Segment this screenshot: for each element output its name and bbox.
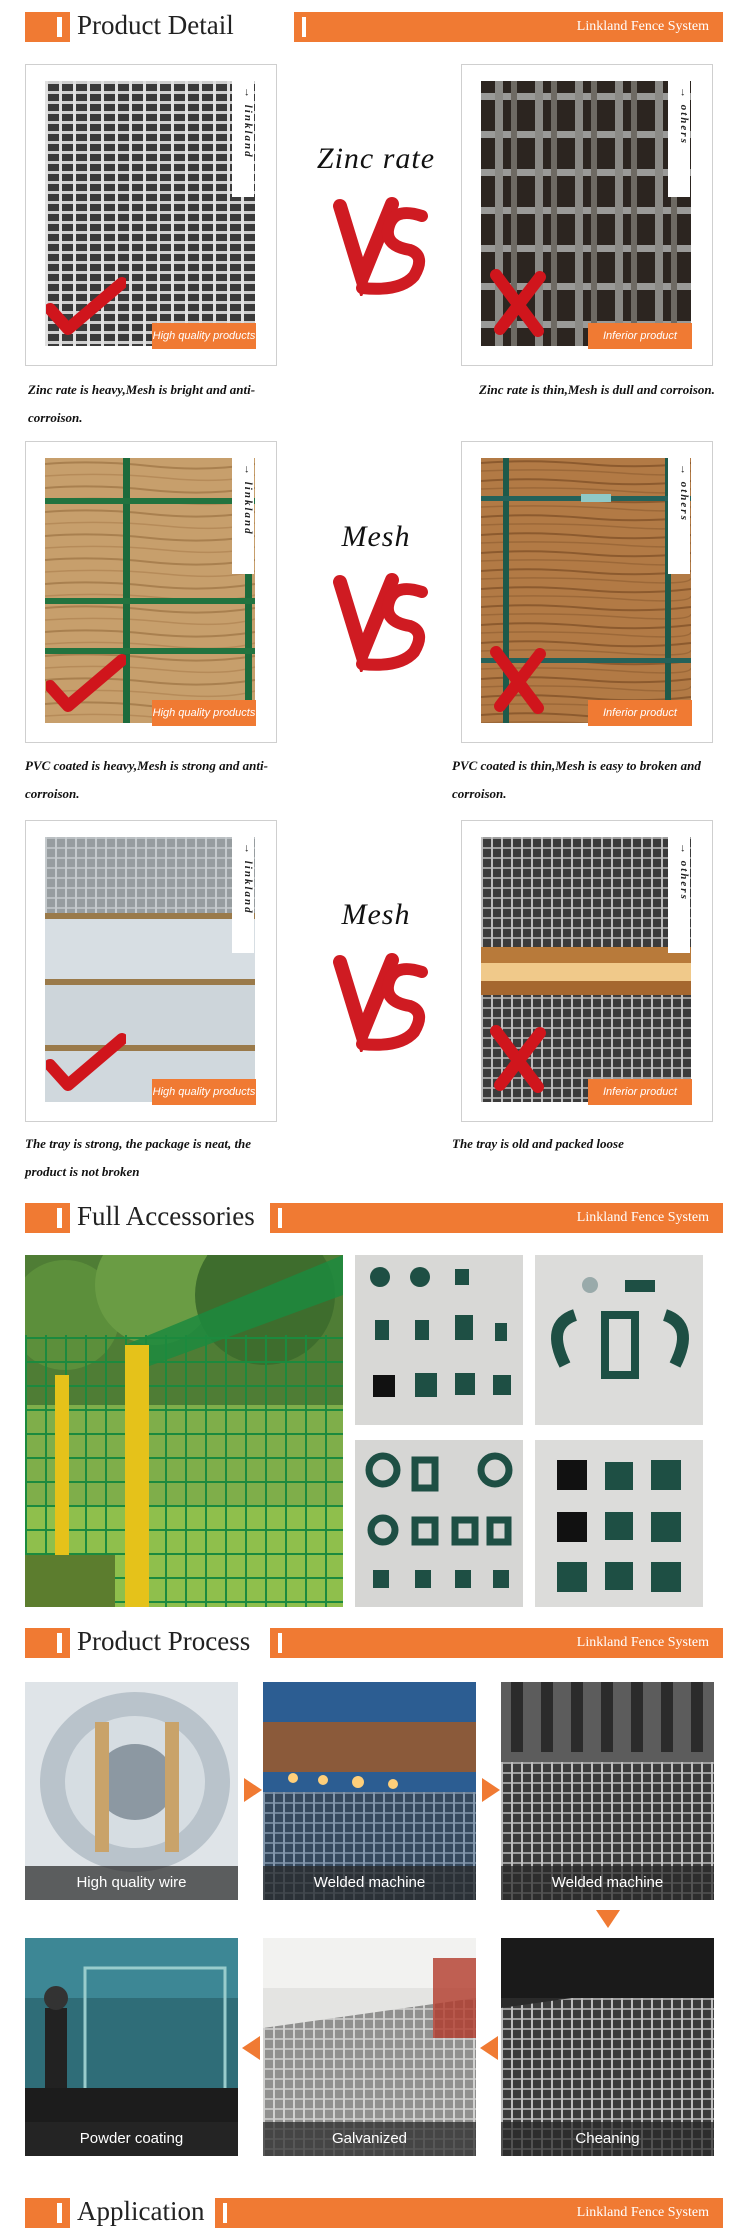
quality-badge: High quality products xyxy=(152,700,256,726)
fence-installed-photo xyxy=(25,1255,343,1607)
section-title: Full Accessories xyxy=(77,1201,255,1231)
compare-caption-left: Zinc rate is heavy,Mesh is bright and anti-corroison. xyxy=(28,382,256,425)
process-step-label: Welded machine xyxy=(501,1866,714,1900)
linkland-tag: → linkland xyxy=(232,837,254,953)
process-step xyxy=(25,1938,238,2156)
cross-icon xyxy=(482,1023,552,1093)
compare-card-others-1 xyxy=(461,64,713,366)
vs-icon xyxy=(322,572,432,672)
vs-icon xyxy=(322,196,432,296)
arrow-right-icon xyxy=(244,1778,262,1802)
process-step xyxy=(263,1938,476,2156)
inferior-badge: Inferior product xyxy=(588,323,692,349)
accessory-photo xyxy=(355,1440,523,1607)
linkland-tag: → linkland xyxy=(232,81,254,197)
process-step-label: Cheaning xyxy=(501,2122,714,2156)
check-icon xyxy=(46,654,126,714)
compare-caption-left: The tray is strong, the package is neat, the product is not broken xyxy=(25,1136,252,1179)
section-title: Product Process xyxy=(77,1626,251,1656)
compare-caption-right: Zinc rate is thin,Mesh is dull and corroison. xyxy=(479,382,715,397)
header-accent-block xyxy=(25,1628,70,1658)
arrow-left-icon xyxy=(242,2036,260,2060)
header-accent-block xyxy=(25,1203,70,1233)
header-brand-bar xyxy=(270,1203,723,1233)
quality-badge: High quality products xyxy=(152,323,256,349)
cross-icon xyxy=(482,644,552,714)
accessory-photo xyxy=(535,1255,703,1425)
compare-label: Mesh xyxy=(341,520,411,553)
compare-caption-right: The tray is old and packed loose xyxy=(452,1136,624,1151)
process-step-label: High quality wire xyxy=(25,1866,238,1900)
linkland-tag: → linkland xyxy=(232,458,254,574)
compare-card-others-3 xyxy=(461,820,713,1122)
compare-card-linkland-1 xyxy=(25,64,277,366)
brand-name: Linkland Fence System xyxy=(576,19,709,34)
process-step-label: Welded machine xyxy=(263,1866,476,1900)
arrow-right-icon xyxy=(482,1778,500,1802)
others-tag: → others xyxy=(668,458,690,574)
process-step xyxy=(501,1682,714,1900)
process-step-label: Powder coating xyxy=(25,2122,238,2156)
process-step xyxy=(25,1682,238,1900)
arrow-down-icon xyxy=(596,1910,620,1928)
header-accent-block xyxy=(25,12,70,42)
header-brand-bar xyxy=(270,1628,723,1658)
compare-label: Zinc rate xyxy=(316,142,436,175)
header-brand-bar xyxy=(294,12,723,42)
cross-icon xyxy=(482,267,552,337)
brand-name: Linkland Fence System xyxy=(576,1635,709,1650)
header-brand-bar xyxy=(215,2198,723,2228)
arrow-left-icon xyxy=(480,2036,498,2060)
section-header-product-detail xyxy=(25,12,723,42)
process-step-label: Galvanized xyxy=(263,2122,476,2156)
section-header-full-accessories xyxy=(25,1203,723,1233)
inferior-badge: Inferior product xyxy=(588,700,692,726)
compare-caption-left: PVC coated is heavy,Mesh is strong and anti-corroison. xyxy=(25,758,268,801)
others-tag: → others xyxy=(668,837,690,953)
section-title: Product Detail xyxy=(77,10,234,40)
process-step xyxy=(501,1938,714,2156)
inferior-badge: Inferior product xyxy=(588,1079,692,1105)
check-icon xyxy=(46,277,126,337)
header-accent-block xyxy=(25,2198,70,2228)
section-header-product-process xyxy=(25,1628,723,1658)
compare-card-others-2 xyxy=(461,441,713,743)
section-header-application xyxy=(25,2198,723,2228)
compare-card-linkland-2 xyxy=(25,441,277,743)
brand-name: Linkland Fence System xyxy=(576,2205,709,2220)
quality-badge: High quality products xyxy=(152,1079,256,1105)
compare-card-linkland-3 xyxy=(25,820,277,1122)
others-tag: → others xyxy=(668,81,690,197)
brand-name: Linkland Fence System xyxy=(576,1210,709,1225)
vs-icon xyxy=(322,952,432,1052)
section-title: Application xyxy=(77,2196,205,2226)
accessory-photo xyxy=(355,1255,523,1425)
accessory-photo xyxy=(535,1440,703,1607)
check-icon xyxy=(46,1033,126,1093)
compare-label: Mesh xyxy=(341,898,411,931)
compare-caption-right: PVC coated is thin,Mesh is easy to broken and corroison. xyxy=(452,758,701,801)
process-step xyxy=(263,1682,476,1900)
